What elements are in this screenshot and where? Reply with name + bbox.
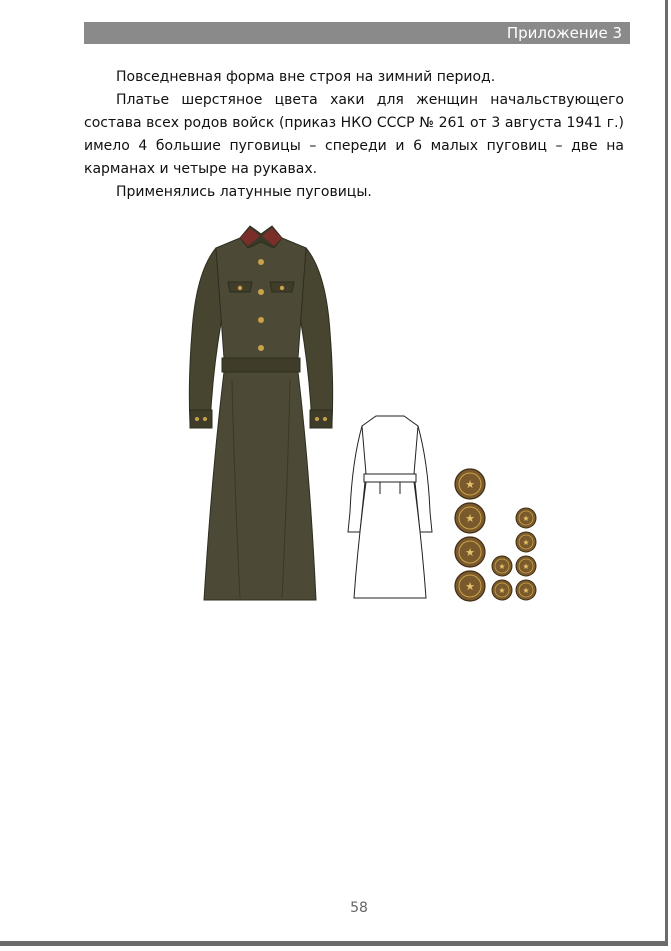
paragraph-2: Платье шерстяное цвета хаки для женщин начальствующего состава всех родов войск (приказ НКО СССР № 261 от 3 августа 1941 г.) имело 4 большие пуговицы – спереди и 6 малых пуговиц – две на карманах и четыре на рукавах. [84,92,624,177]
svg-text:★: ★ [522,514,530,523]
bodice [216,238,306,358]
dress-front-button [258,259,264,265]
belt [222,358,300,372]
small-button [516,508,536,528]
dress-cuff-button [315,417,319,421]
svg-text:★: ★ [465,580,475,593]
svg-text:★: ★ [498,562,506,571]
svg-text:★: ★ [498,586,506,595]
dress-front-button [258,317,264,323]
small-button [516,580,536,600]
dress-cuff-button [323,417,327,421]
svg-text:★: ★ [522,562,530,571]
small-button [492,580,512,600]
dress-pocket-button [238,286,242,290]
small-button [492,556,512,576]
svg-text:★: ★ [522,586,530,595]
dress-front-button [258,345,264,351]
large-button [455,503,485,533]
right-cuff [310,410,332,428]
paragraph-1: Повседневная форма вне строя на зимний период. [116,69,496,85]
left-cuff [190,410,212,428]
dress-pocket-button [280,286,284,290]
khaki-dress-figure [189,226,332,600]
small-button [516,532,536,552]
svg-text:★: ★ [522,538,530,547]
large-button [455,537,485,567]
page-number: 58 [350,900,368,916]
dress-back-outline [348,416,432,598]
uniform-illustration [170,212,570,607]
skirt [204,372,316,600]
paragraph-3: Применялись латунные пуговицы. [116,184,372,200]
svg-text:★: ★ [465,478,475,491]
svg-text:★: ★ [465,512,475,525]
svg-text:★: ★ [465,546,475,559]
brass-buttons [455,469,536,601]
dress-cuff-button [195,417,199,421]
dress-front-button [258,289,264,295]
large-button [455,571,485,601]
small-button [516,556,536,576]
dress-cuff-button [203,417,207,421]
appendix-label: Приложение 3 [506,24,622,42]
body-text [84,66,624,204]
header-bar [84,22,630,44]
large-button [455,469,485,499]
